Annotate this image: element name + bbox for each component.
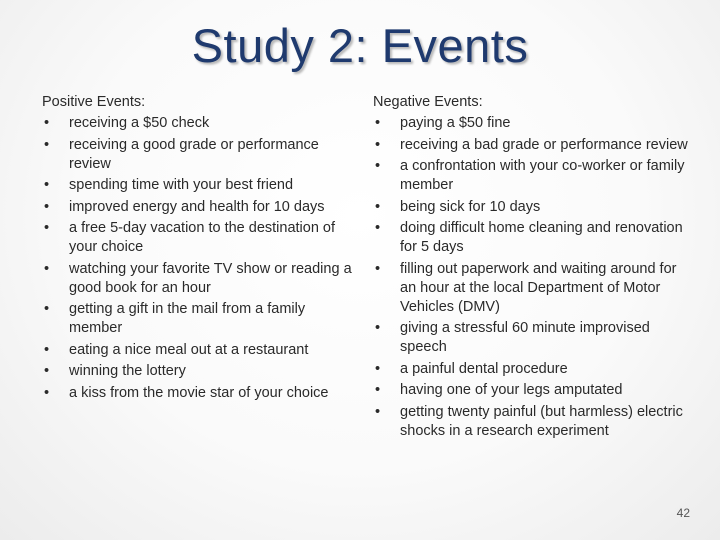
bullet: • (44, 115, 50, 131)
list-item (42, 219, 352, 257)
list-item (373, 319, 693, 357)
list-item (42, 384, 352, 403)
list-item (373, 198, 693, 217)
list-item (42, 198, 352, 217)
positive-events-list (42, 114, 352, 403)
list-item (42, 176, 352, 195)
bullet: • (375, 320, 381, 336)
page-number: 42 (676, 506, 690, 520)
list-item-text: being sick for 10 days (400, 198, 541, 215)
list-item (42, 300, 352, 338)
slide-title: Study 2: Events (191, 19, 529, 72)
bullet: • (44, 384, 50, 401)
list-item (373, 157, 693, 195)
list-item-text: getting twenty painful (but harmless) electric shocks in a research experiment (400, 403, 683, 439)
list-item (373, 403, 693, 441)
list-item-text: giving a stressful 60 minute improvised speech (400, 320, 650, 355)
list-item-text: watching your favorite TV show or reading a good book for an hour (69, 260, 352, 296)
bullet: • (375, 158, 381, 174)
list-item-text: receiving a good grade or performance review (69, 136, 319, 172)
list-item-text: improved energy and health for 10 days (69, 198, 325, 215)
positive-events-heading: Positive Events: (42, 94, 146, 110)
bullet: • (375, 403, 381, 420)
positive-events-column (42, 93, 352, 405)
list-item (42, 260, 352, 298)
list-item-text: filling out paperwork and waiting around for an hour at the local Department of Motor Vehicles (DMV) (400, 260, 677, 315)
bullet: • (44, 363, 50, 379)
bullet: • (375, 220, 381, 236)
list-item-text: winning the lottery (69, 363, 186, 379)
bullet: • (375, 136, 381, 153)
list-item-text: eating a nice meal out at a restaurant (69, 341, 309, 358)
list-item-text: doing difficult home cleaning and renovation for 5 days (400, 220, 683, 255)
list-item-text: a confrontation with your co-worker or family member (400, 158, 685, 193)
bullet: • (44, 260, 50, 277)
list-item-text: a free 5-day vacation to the destination of your choice (69, 220, 336, 255)
bullet: • (375, 198, 381, 215)
bullet: • (375, 260, 381, 277)
list-item-text: receiving a bad grade or performance review (400, 136, 688, 153)
negative-events-heading: Negative Events: (373, 94, 483, 110)
list-item (373, 219, 693, 257)
list-item-text: having one of your legs amputated (400, 382, 623, 398)
list-item (42, 136, 352, 174)
list-item-text: paying a $50 fine (400, 115, 511, 131)
bullet: • (44, 301, 50, 317)
bullet: • (44, 220, 50, 236)
bullet: • (375, 382, 381, 398)
bullet: • (44, 198, 50, 215)
bullet: • (44, 177, 50, 193)
list-item (373, 136, 693, 155)
bullet: • (375, 115, 381, 131)
list-item-text: a kiss from the movie star of your choice (69, 384, 329, 401)
list-item (42, 341, 352, 360)
list-item-text: spending time with your best friend (69, 177, 294, 193)
list-item (373, 114, 693, 133)
bullet: • (375, 360, 381, 377)
list-item (373, 381, 693, 400)
bullet: • (44, 136, 50, 153)
list-item (373, 260, 693, 317)
list-item (42, 362, 352, 381)
list-item (373, 360, 693, 379)
list-item-text: a painful dental procedure (400, 360, 568, 377)
list-item (42, 114, 352, 133)
list-item-text: getting a gift in the mail from a family member (69, 301, 306, 336)
negative-events-column (373, 93, 693, 443)
bullet: • (44, 341, 50, 358)
negative-events-list (373, 114, 693, 441)
list-item-text: receiving a $50 check (69, 115, 210, 131)
